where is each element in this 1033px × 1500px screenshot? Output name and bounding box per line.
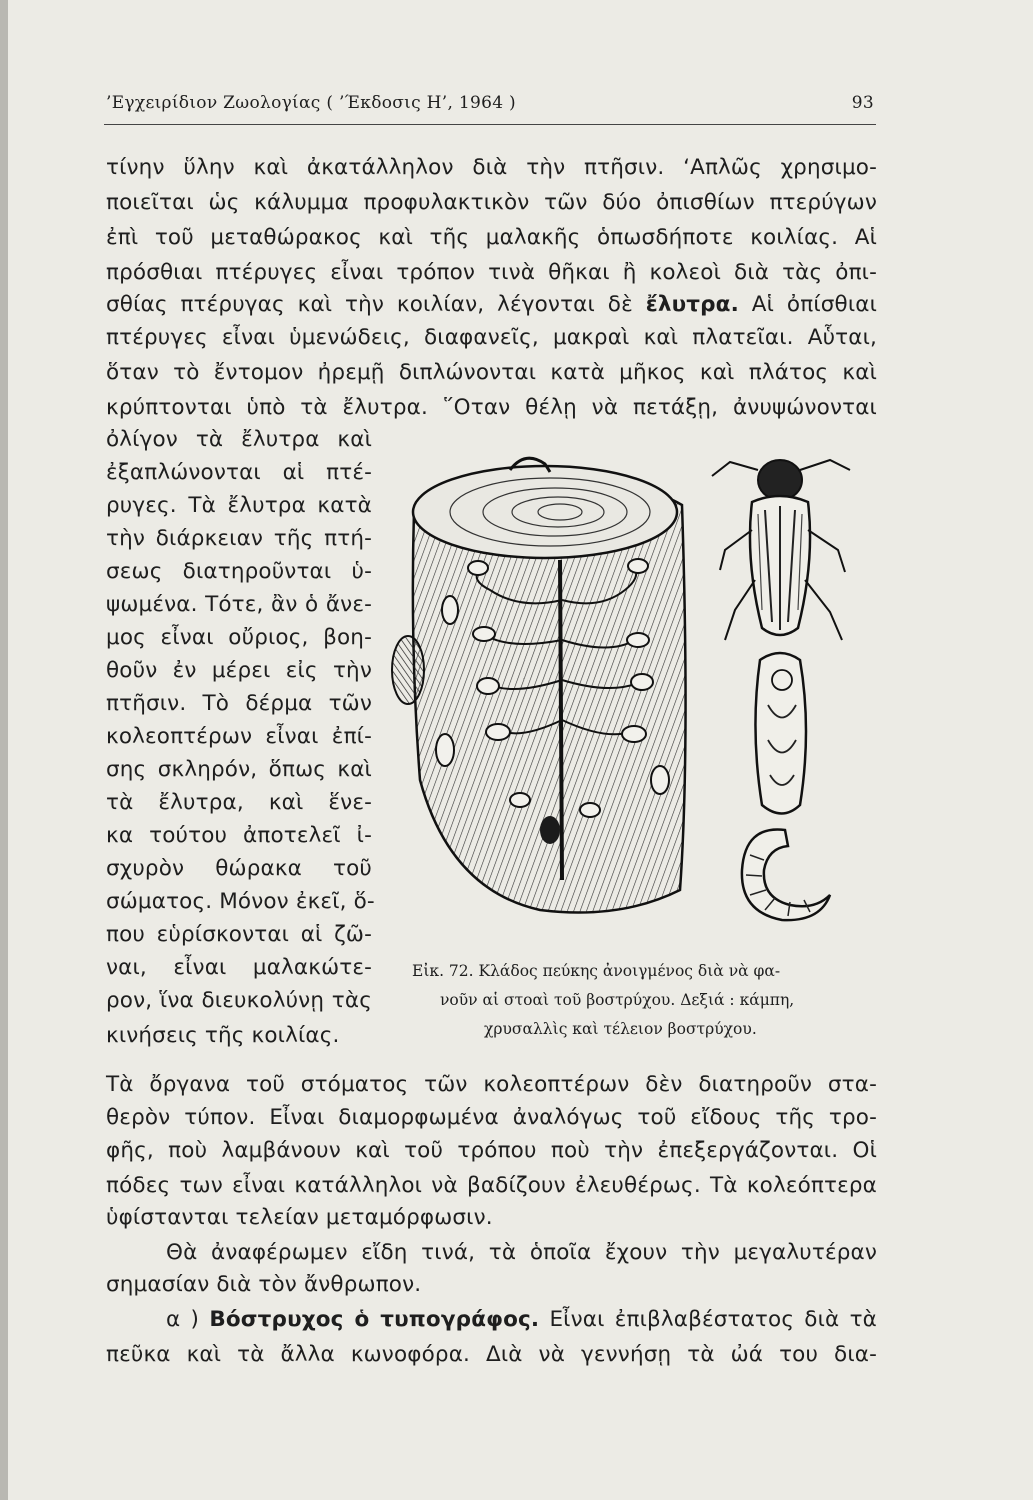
- text-line: φῆς, ποὺ λαμβάνουν καὶ τοῦ τρόπου ποὺ τὴν ἐπεξεργάζονται. Οἱ: [106, 1138, 877, 1163]
- caption-line: νοῦν αἱ στοαὶ τοῦ βοστρύχου. Δεξιά : κάμπη,: [440, 991, 795, 1009]
- adult-beetle-icon: [712, 460, 850, 640]
- narrow-text-line: θοῦν ἐν μέρει εἰς τὴν: [106, 658, 372, 683]
- text-line: θερὸν τύπον. Εἶναι διαμορφωμένα ἀναλόγως τοῦ εἴδους τῆς τρο-: [106, 1105, 877, 1130]
- text-line: σημασίαν διὰ τὸν ἄνθρωπον.: [106, 1272, 422, 1297]
- narrow-text-line: σώματος. Μόνον ἐκεῖ, ὅ-: [106, 889, 375, 914]
- narrow-text-line: ναι, εἶναι μαλακώτε-: [106, 955, 372, 980]
- narrow-text-line: ὀλίγον τὰ ἔλυτρα καὶ: [106, 427, 372, 452]
- running-header: [106, 93, 874, 113]
- pupa-icon: [755, 653, 806, 814]
- narrow-text-line: σης σκληρόν, ὅπως καὶ: [106, 757, 372, 782]
- text-line: ὅταν τὸ ἔντομον ἠρεμῇ διπλώνονται κατὰ μῆκος καὶ πλάτος καὶ: [106, 360, 877, 385]
- section-a-heading-line: [166, 1305, 877, 1335]
- section-a-text: Εἶναι ἐπιβλαβέστατος διὰ τὰ: [549, 1307, 877, 1332]
- text-fragment: σθίας πτέρυγας καὶ τὴν κοιλίαν, λέγονται δὲ: [106, 292, 633, 317]
- narrow-text-line: κινήσεις τῆς κοιλίας.: [106, 1023, 340, 1048]
- pine-branch-illustration: [390, 450, 876, 950]
- page-number: 93: [851, 93, 874, 113]
- narrow-text-line: σχυρὸν θώρακα τοῦ: [106, 856, 372, 881]
- page-edge-shadow: [0, 0, 8, 1500]
- narrow-text-line: κα τούτου ἀποτελεῖ ἰ-: [106, 823, 372, 848]
- section-a-label: α ): [166, 1307, 200, 1332]
- small-beetle-icon: [540, 816, 560, 844]
- running-title: ’Εγχειρίδιον Ζωολογίας ( ’Έκδοσις Η’, 1964 ): [106, 93, 516, 113]
- text-fragment: Αἱ ὀπίσθιαι: [751, 292, 877, 317]
- narrow-text-line: κολεοπτέρων εἶναι ἐπί-: [106, 724, 372, 749]
- text-line-with-term: [106, 290, 877, 320]
- text-line: τίνην ὕλην καὶ ἀκατάλληλον διὰ τὴν πτῆσιν. ‘Απλῶς χρησιμο-: [106, 155, 877, 180]
- narrow-text-line: μος εἶναι οὔριος, βοη-: [106, 625, 372, 650]
- narrow-text-line: που εὑρίσκονται αἱ ζῶ-: [106, 922, 372, 947]
- text-line: Θὰ ἀναφέρωμεν εἴδη τινά, τὰ ὁποῖα ἔχουν τὴν μεγαλυτέραν: [166, 1240, 877, 1265]
- narrow-text-line: τὰ ἔλυτρα, καὶ ἕνε-: [106, 790, 372, 815]
- text-line: πρόσθιαι πτέρυγες εἶναι τρόπον τινὰ θῆκαι ἢ κολεοὶ διὰ τὰς ὀπι-: [106, 260, 877, 285]
- text-line: πεῦκα καὶ τὰ ἄλλα κωνοφόρα. Διὰ νὰ γεννήσῃ τὰ ὠά του δια-: [106, 1342, 877, 1367]
- text-line: πόδες των εἶναι κατάλληλοι νὰ βαδίζουν ἐλευθέρως. Τὰ κολεόπτερα: [106, 1173, 877, 1198]
- narrow-text-line: σεως διατηροῦνται ὑ-: [106, 559, 372, 584]
- text-line: κρύπτονται ὑπὸ τὰ ἔλυτρα. ῞Οταν θέλῃ νὰ πετάξῃ, ἀνυψώνονται: [106, 395, 877, 420]
- narrow-text-line: πτῆσιν. Τὸ δέρμα τῶν: [106, 691, 372, 716]
- term-elytra: ἔλυτρα.: [645, 292, 739, 317]
- header-rule: [104, 124, 876, 125]
- text-line: ποιεῖται ὡς κάλυμμα προφυλακτικὸν τῶν δύο ὀπισθίων πτερύγων: [106, 190, 877, 215]
- text-line: Τὰ ὄργανα τοῦ στόματος τῶν κολεοπτέρων δὲν διατηροῦν στα-: [106, 1072, 877, 1097]
- narrow-text-line: ρον, ἵνα διευκολύνῃ τὰς: [106, 988, 372, 1013]
- section-a-heading: Βόστρυχος ὁ τυπογράφος.: [209, 1307, 540, 1332]
- text-line: ὑφίστανται τελείαν μεταμόρφωσιν.: [106, 1205, 493, 1230]
- caption-line: Εἰκ. 72. Κλάδος πεύκης ἀνοιγμένος διὰ νὰ φα-: [412, 962, 781, 980]
- larva-icon: [742, 830, 830, 921]
- narrow-text-line: ἐξαπλώνονται αἱ πτέ-: [106, 460, 372, 485]
- narrow-text-line: τὴν διάρκειαν τῆς πτή-: [106, 526, 372, 551]
- text-line: πτέρυγες εἶναι ὑμενώδεις, διαφανεῖς, μακραὶ καὶ πλατεῖαι. Αὗται,: [106, 325, 877, 350]
- text-line: ἐπὶ τοῦ μεταθώρακος καὶ τῆς μαλακῆς ὁπωσδήποτε κοιλίας. Αἱ: [106, 225, 877, 250]
- narrow-text-line: ψωμένα. Τότε, ἂν ὁ ἄνε-: [106, 592, 372, 617]
- caption-line: χρυσαλλὶς καὶ τέλειον βοστρύχου.: [484, 1020, 757, 1038]
- narrow-text-line: ρυγες. Τὰ ἔλυτρα κατὰ: [106, 493, 372, 518]
- figure-pine-branch: [390, 450, 876, 950]
